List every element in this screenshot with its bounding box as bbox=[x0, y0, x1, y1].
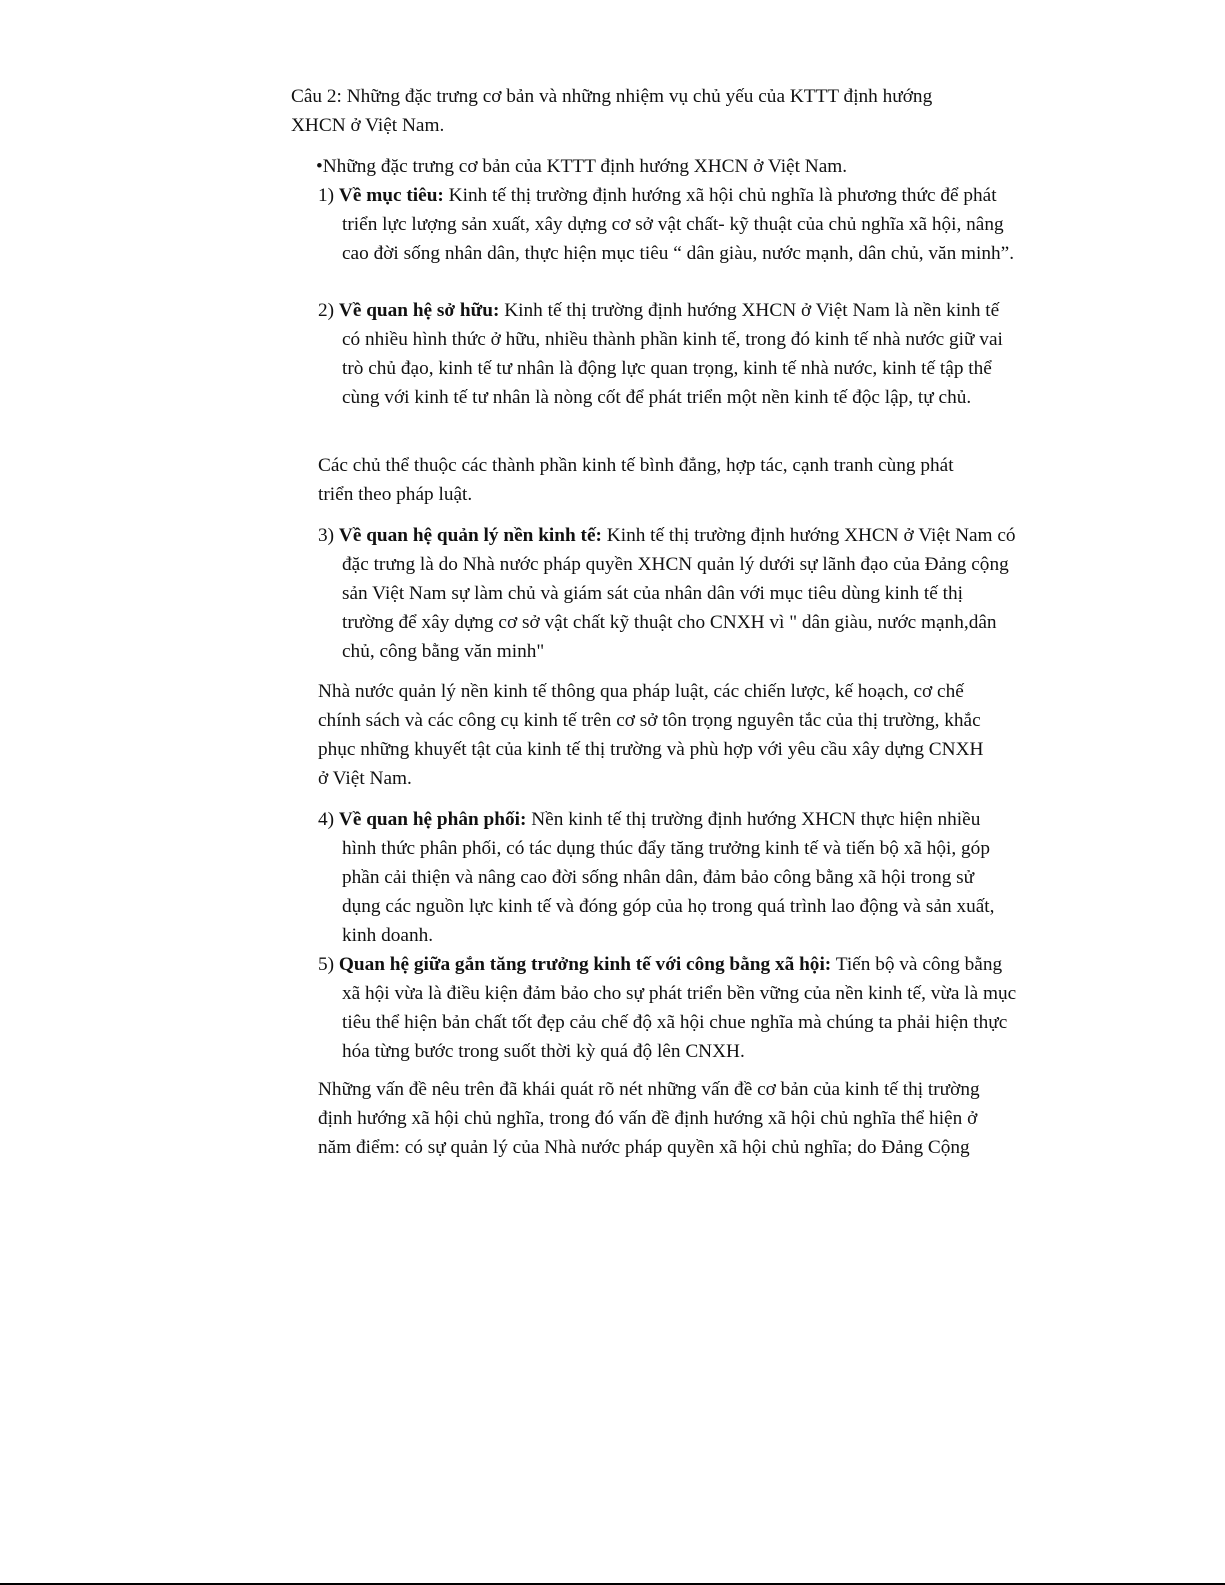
item-title: Về quan hệ quản lý nền kinh tế: bbox=[338, 525, 602, 546]
item-number: 3) bbox=[318, 525, 335, 546]
item-number: 1) bbox=[318, 185, 335, 206]
item-title: Về quan hệ sở hữu: bbox=[338, 300, 500, 321]
item-title: Quan hệ giữa gắn tăng trưởng kinh tế với công bằng xã hội: bbox=[338, 954, 832, 975]
item-number: 2) bbox=[318, 300, 335, 321]
paragraph: Nhà nước quản lý nền kinh tế thông qua pháp luật, các chiến lược, kế hoạch, cơ chế chính sách và các công cụ kinh tế trên cơ sở tôn trọng nguyên tắc của thị trường, khắc phục những khuyết tật của kinh tế thị trường và phù hợp với yêu cầu xây dựng CNXH ở Việt Nam. bbox=[318, 681, 984, 789]
list-item bbox=[318, 181, 1017, 268]
item-number: 5) bbox=[318, 954, 335, 975]
item-title: Về mục tiêu: bbox=[338, 185, 444, 206]
list-item bbox=[318, 296, 1017, 412]
item-number: 4) bbox=[318, 809, 335, 830]
item-text: Kinh tế thị trường định hướng XHCN ở Việt Nam là nền kinh tế có nhiều hình thức ở hữu, nhiều thành phần kinh tế, trong đó kinh tế nhà nước giữ vai trò chủ đạo, kinh tế tư nhân là động lực quan trọng, kinh tế nhà nước, kinh tế tập thể cùng với kinh tế tư nhân là nòng cốt để phát triển một nền kinh tế độc lập, tự chủ. bbox=[342, 300, 1003, 408]
item-text: Kinh tế thị trường định hướng xã hội chủ nghĩa là phương thức để phát triển lực lượng sản xuất, xây dựng cơ sở vật chất- kỹ thuật của chủ nghĩa xã hội, nâng cao đời sống nhân dân, thực hiện mục tiêu “ dân giàu, nước mạnh, dân chủ, văn minh”. bbox=[342, 185, 1015, 264]
list-item bbox=[318, 521, 1017, 666]
item-title: Về quan hệ phân phối: bbox=[338, 809, 527, 830]
list-item bbox=[318, 805, 1017, 950]
item-text: Tiến bộ và công bằng xã hội vừa là điều kiện đảm bảo cho sự phát triển bền vững của nền kinh tế, vừa là mục tiêu thể hiện bản chất tốt đẹp cảu chế độ xã hội chue nghĩa mà chúng ta phải hiện thực hóa từng bước trong suốt thời kỳ quá độ lên CNXH. bbox=[342, 954, 1017, 1062]
question-heading: Câu 2: Những đặc trưng cơ bản và những nhiệm vụ chủ yếu của KTTT định hướng XHCN ở Việt Nam. bbox=[291, 86, 933, 136]
conclusion-paragraph: Những vấn đề nêu trên đã khái quát rõ nét những vấn đề cơ bản của kinh tế thị trường định hướng xã hội chủ nghĩa, trong đó vấn đề định hướng xã hội chủ nghĩa thể hiện ở năm điểm: có sự quản lý của Nhà nước pháp quyền xã hội chủ nghĩa; do Đảng Cộng bbox=[318, 1079, 980, 1158]
item-text: Nền kinh tế thị trường định hướng XHCN thực hiện nhiều hình thức phân phối, có tác dụng thúc đẩy tăng trưởng kinh tế và tiến bộ xã hội, góp phần cải thiện và nâng cao đời sống nhân dân, đảm bảo công bằng xã hội trong sử dụng các nguồn lực kinh tế và đóng góp của họ trong quá trình lao động và sản xuất, kinh doanh. bbox=[342, 809, 995, 946]
bullet-heading: •Những đặc trưng cơ bản của KTTT định hướng XHCN ở Việt Nam. bbox=[316, 156, 848, 177]
list-item bbox=[318, 950, 1017, 1066]
paragraph: Các chủ thể thuộc các thành phần kinh tế bình đẳng, hợp tác, cạnh tranh cùng phát triển theo pháp luật. bbox=[318, 455, 954, 505]
item-text: Kinh tế thị trường định hướng XHCN ở Việt Nam có đặc trưng là do Nhà nước pháp quyền XHCN quản lý dưới sự lãnh đạo của Đảng cộng sản Việt Nam sự làm chủ và giám sát của nhân dân với mục tiêu dùng kinh tế thị trường để xây dựng cơ sở vật chất kỹ thuật cho CNXH vì " dân giàu, nước mạnh,dân chủ, công bằng văn minh" bbox=[342, 525, 1016, 662]
